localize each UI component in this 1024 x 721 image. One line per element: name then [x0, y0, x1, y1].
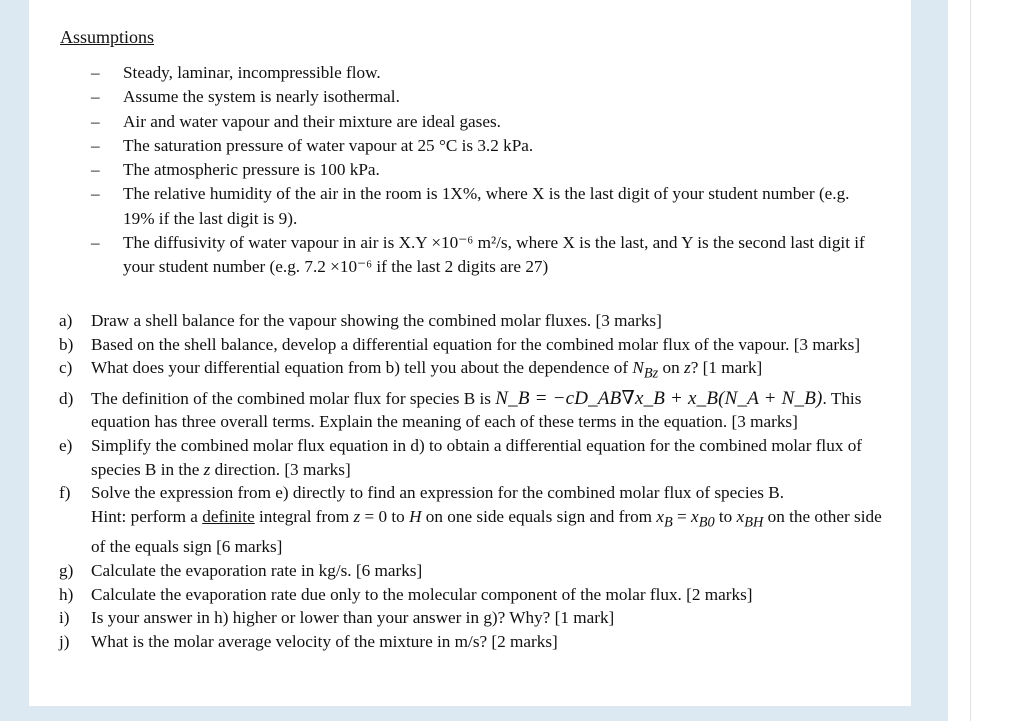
assumption-item: – Air and water vapour and their mixture are ideal gases. — [91, 110, 881, 134]
assumptions-list — [91, 61, 881, 280]
question-b: b) Based on the shell balance, develop a differential equation for the combined molar flux of the vapour. [3 marks] — [59, 334, 861, 354]
dash-bullet-icon: – — [91, 184, 100, 204]
scrollbar-track[interactable] — [970, 0, 971, 721]
question-i: i) Is your answer in h) higher or lower than your answer in g)? Why? [1 mark] — [59, 608, 615, 628]
assumption-item: – Assume the system is nearly isothermal. — [91, 85, 881, 109]
question-c: c) What does your differential equation from b) tell you about the dependence of $N_{Bz}$ on z? [1 mark] — [59, 358, 763, 382]
assumption-item: – The saturation pressure of water vapour at 25 °C is 3.2 kPa. — [91, 134, 881, 158]
assumption-item: – Steady, laminar, incompressible flow. — [91, 61, 881, 85]
dash-bullet-icon: – — [91, 87, 100, 107]
assumptions-heading: Assumptions — [60, 27, 155, 47]
dash-bullet-icon: – — [91, 135, 100, 155]
question-a: a) Draw a shell balance for the vapour showing the combined molar fluxes. [3 marks] — [59, 311, 662, 330]
question-f: f) Solve the expression from e) directly to find an expression for the combined molar flux of species B. Hint: perform a definite integral from z = 0 to H on one side equals sign and from $x_B = x_{B0}$ to $x_{BH}$ on the other side of the equals sign [6 marks] — [59, 483, 882, 557]
assumption-item: – The atmospheric pressure is 100 kPa. — [91, 158, 881, 182]
dash-bullet-icon: – — [91, 63, 100, 82]
question-d: d) The definition of the combined molar flux for species B is N_B = −cD_AB∇x_B + x_B(N_A + N_B). This equation has three overall terms. Explain the meaning of each of these terms in the equation. [3 marks] — [59, 387, 862, 432]
dash-bullet-icon: – — [91, 160, 100, 180]
document-card — [29, 0, 911, 706]
dash-bullet-icon: – — [91, 233, 100, 253]
questions-list — [59, 309, 889, 654]
question-j: j) What is the molar average velocity of the mixture in m/s? [2 marks] — [59, 632, 558, 652]
dash-bullet-icon: – — [91, 111, 100, 131]
combined-flux-formula: N_B = −cD_AB∇x_B + x_B(N_A + N_B) — [495, 387, 823, 409]
question-g: g) Calculate the evaporation rate in kg/s. [6 marks] — [59, 560, 423, 580]
assumption-item: – The diffusivity of water vapour in air is X.Y ×10⁻⁶ m²/s, where X is the last, and Y is the second last digit if your student number (e.g. 7.2 ×10⁻⁶ if the last 2 digits are 27) — [91, 233, 865, 277]
assumption-item: – The relative humidity of the air in the room is 1X%, where X is the last digit of your student number (e.g. 19% if the last digit is 9). — [91, 184, 850, 228]
question-e: e) Simplify the combined molar flux equation in d) to obtain a differential equation for the combined molar flux of species B in the z direction. [3 marks] — [59, 435, 863, 479]
question-h: h) Calculate the evaporation rate due only to the molecular component of the molar flux. [2 marks] — [59, 584, 753, 604]
